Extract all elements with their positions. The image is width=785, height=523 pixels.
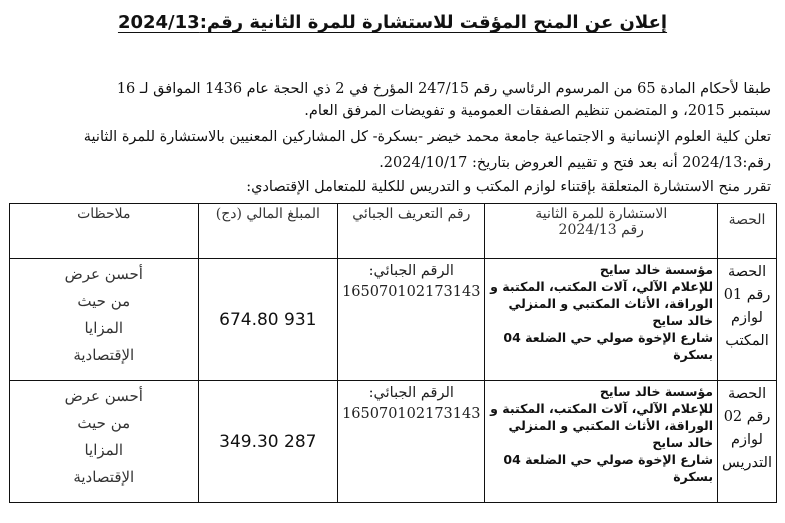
header-notes: ملاحظات [10,204,199,259]
tax-id-cell: الرقم الجبائي: 165070102173143 [338,259,485,381]
header-lot: الحصة [718,204,777,259]
announcement-title: إعلان عن المنح المؤقت للاستشارة للمرة الثانية رقم:2024/13 [117,12,668,33]
header-consultation: الاستشارة للمرة الثانية رقم 2024/13 [485,204,718,259]
notes-cell: أحسن عرض من حيث المزايا الإقتصادية [10,381,199,503]
supplier-cell: مؤسسة خالد سايح للإعلام الآلي، آلات المكتب، المكتبة و الوراقة، الأثاث المكتبي و المنزلي خالد سايح شارع الإخوة صولي حي الضلعة 04 بسكرة [485,259,718,381]
award-table [9,203,777,503]
header-tax-id: رقم التعريف الجبائي [338,204,485,259]
supplier-cell: مؤسسة خالد سايح للإعلام الآلي، آلات المكتب، المكتبة و الوراقة، الأثاث المكتبي و المنزلي خالد سايح شارع الإخوة صولي حي الضلعة 04 بسكرة [485,381,718,503]
tax-id-cell: الرقم الجبائي: 165070102173143 [338,381,485,503]
lot-cell: الحصة رقم 01 لوازم المكتب [718,259,777,381]
table-row [10,259,777,381]
header-amount: المبلغ المالي (دج) [198,204,338,259]
lot-cell: الحصة رقم 02 لوازم التدريس [718,381,777,503]
paragraph-line: تقرر منح الاستشارة المتعلقة بإقتناء لوازم المكتب و التدريس للكلية للمتعامل الإقتصادي: [246,179,771,195]
amount-cell: 287 349.30 [198,381,338,503]
amount-cell: 931 674.80 [198,259,338,381]
paragraph-line: طبقا لأحكام المادة 65 من المرسوم الرئاسي رقم 247/15 المؤرخ في 2 ذي الحجة عام 1436 الموافق لـ 16 [116,81,771,97]
paragraph-line: سبتمبر 2015، و المتضمن تنظيم الصفقات العمومية و تفويضات المرفق العام. [304,103,771,119]
notes-cell: أحسن عرض من حيث المزايا الإقتصادية [10,259,199,381]
paragraph-line: رقم:2024/13 أنه بعد فتح و تقييم العروض بتاريخ: 2024/10/17. [379,155,771,171]
table-row [10,381,777,503]
paragraph-line: تعلن كلية العلوم الإنسانية و الاجتماعية جامعة محمد خيضر -بسكرة- كل المشاركين المعنيين بالاستشارة للمرة الثانية [83,129,771,145]
table-header-row [10,204,777,259]
